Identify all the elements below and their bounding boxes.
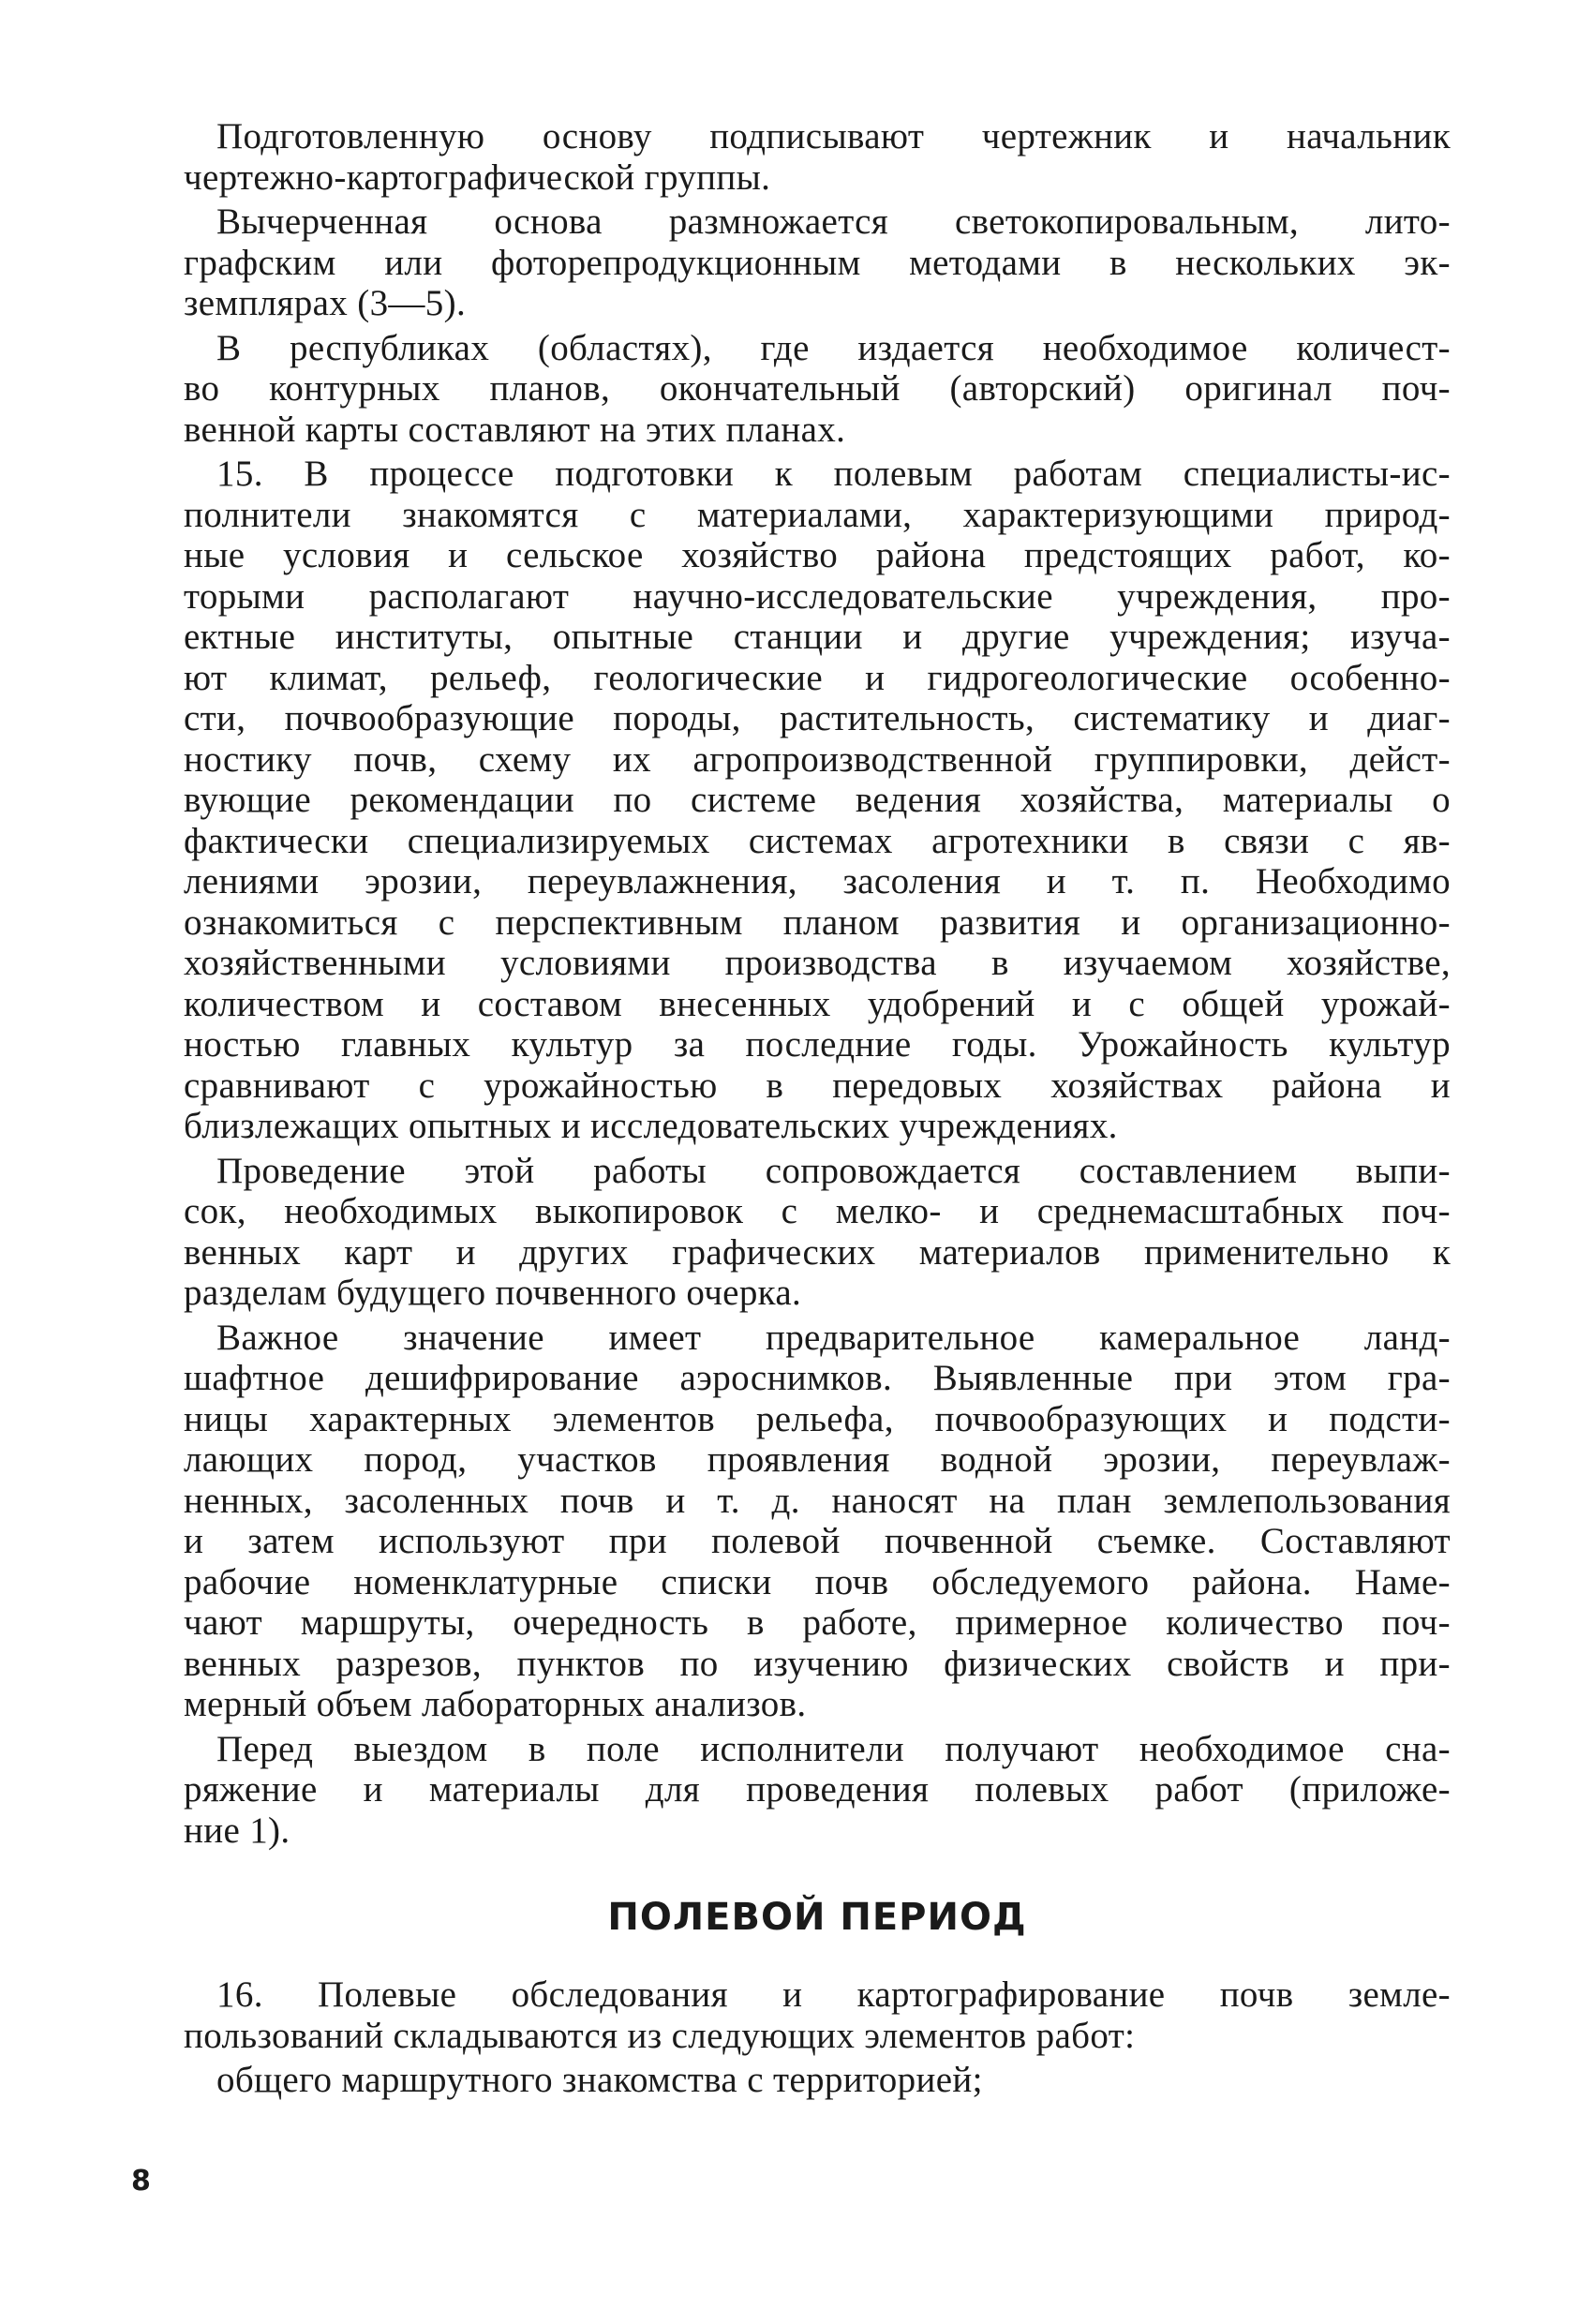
paragraph bbox=[184, 328, 1451, 451]
text-line: ние 1). bbox=[184, 1810, 290, 1851]
text-line: 15. В процессе подготовки к полевым работам специалисты-ис- bbox=[216, 454, 1451, 494]
text-line: ностику почв, схему их агропроизводственной группировки, дейст- bbox=[184, 738, 1451, 780]
text-line: венной карты составляют на этих планах. bbox=[184, 409, 846, 450]
text-line: полнители знакомятся с материалами, характеризующими природ- bbox=[184, 494, 1451, 535]
paragraph bbox=[184, 454, 1451, 1147]
text-line: Перед выездом в поле исполнители получают необходимое сна- bbox=[216, 1728, 1451, 1769]
text-line: рабочие номенклатурные списки почв обследуемого района. Наме- bbox=[184, 1561, 1451, 1602]
paragraph bbox=[184, 1151, 1451, 1314]
text-line: общего маршрутного знакомства с территорией; bbox=[216, 2060, 983, 2100]
text-line: сравнивают с урожайностью в передовых хозяйствах района и bbox=[184, 1065, 1451, 1106]
paragraph bbox=[184, 201, 1451, 324]
text-line: ряжение и материалы для проведения полевых работ (приложе- bbox=[184, 1769, 1451, 1810]
text-line: лениями эрозии, переувлажнения, засоления и т. п. Необходимо bbox=[184, 861, 1451, 901]
text-line: земплярах (3—5). bbox=[184, 283, 467, 323]
text-line: Вычерченная основа размножается светокопировальным, лито- bbox=[216, 201, 1451, 242]
text-line: венных разрезов, пунктов по изучению физических свойств и при- bbox=[184, 1643, 1451, 1684]
section-heading: ПОЛЕВОЙ ПЕРИОД bbox=[607, 1896, 1027, 1939]
text-line: ектные институты, опытные станции и другие учреждения; изуча- bbox=[184, 617, 1451, 657]
text-line: Проведение этой работы сопровождается составлением выпи- bbox=[216, 1150, 1451, 1191]
text-line: графским или фоторепродукционным методами в нескольких эк- bbox=[184, 242, 1451, 283]
text-line: ненных, засоленных почв и т. д. наносят на план землепользования bbox=[184, 1480, 1451, 1521]
text-line: ностью главных культур за последние годы. Урожайность культур bbox=[184, 1024, 1451, 1065]
paragraph bbox=[184, 2060, 1451, 2101]
text-line: мерный объем лабораторных анализов. bbox=[184, 1684, 807, 1724]
text-line: близлежащих опытных и исследовательских учреждениях. bbox=[184, 1106, 1118, 1146]
text-line: хозяйственными условиями производства в изучаемом хозяйстве, bbox=[184, 943, 1451, 983]
text-line: вующие рекомендации по системе ведения хозяйства, материалы о bbox=[184, 780, 1451, 820]
paragraph bbox=[184, 1318, 1451, 1725]
text-line: ные условия и сельское хозяйство района предстоящих работ, ко- bbox=[184, 535, 1451, 575]
body-text-after-heading bbox=[184, 1974, 1451, 2101]
body-text-before-heading bbox=[184, 116, 1451, 1851]
text-line: разделам будущего почвенного очерка. bbox=[184, 1273, 802, 1313]
text-line: сок, необходимых выкопировок с мелко- и среднемасштабных поч- bbox=[184, 1191, 1451, 1231]
text-line: фактически специализируемых системах агротехники в связи с яв- bbox=[184, 820, 1451, 861]
page-number: 8 bbox=[131, 2165, 151, 2197]
text-line: ознакомиться с перспективным планом развития и организационно- bbox=[184, 901, 1451, 943]
paragraph bbox=[184, 1974, 1451, 2056]
text-line: венных карт и других графических материалов применительно к bbox=[184, 1231, 1451, 1273]
text-line: В республиках (областях), где издается необходимое количест- bbox=[216, 327, 1451, 368]
text-line: чертежно-картографической группы. bbox=[184, 156, 771, 198]
text-line: Важное значение имеет предварительное камеральное ланд- bbox=[216, 1317, 1451, 1358]
text-line: лающих пород, участков проявления водной эрозии, переувлаж- bbox=[184, 1439, 1451, 1480]
text-line: и затем используют при полевой почвенной съемке. Составляют bbox=[184, 1521, 1451, 1561]
text-line: чают маршруты, очередность в работе, примерное количество поч- bbox=[184, 1602, 1451, 1643]
text-line: сти, почвообразующие породы, растительность, систематику и диаг- bbox=[184, 698, 1451, 738]
text-line: шафтное дешифрирование аэроснимков. Выявленные при этом гра- bbox=[184, 1358, 1451, 1398]
text-line: 16. Полевые обследования и картографирование почв земле- bbox=[216, 1974, 1451, 2015]
text-line: ют климат, рельеф, геологические и гидрогеологические особенно- bbox=[184, 657, 1451, 698]
text-line: во контурных планов, окончательный (авторский) оригинал поч- bbox=[184, 368, 1451, 409]
paragraph bbox=[184, 116, 1451, 198]
text-line: пользований складываются из следующих элементов работ: bbox=[184, 2015, 1136, 2056]
book-page bbox=[184, 116, 1451, 2101]
text-line: количеством и составом внесенных удобрений и с общей урожай- bbox=[184, 983, 1451, 1024]
text-line: торыми располагают научно-исследовательские учреждения, про- bbox=[184, 575, 1451, 617]
paragraph bbox=[184, 1729, 1451, 1852]
text-line: ницы характерных элементов рельефа, почвообразующих и подсти- bbox=[184, 1398, 1451, 1439]
text-line: Подготовленную основу подписывают чертежник и начальник bbox=[216, 116, 1451, 156]
